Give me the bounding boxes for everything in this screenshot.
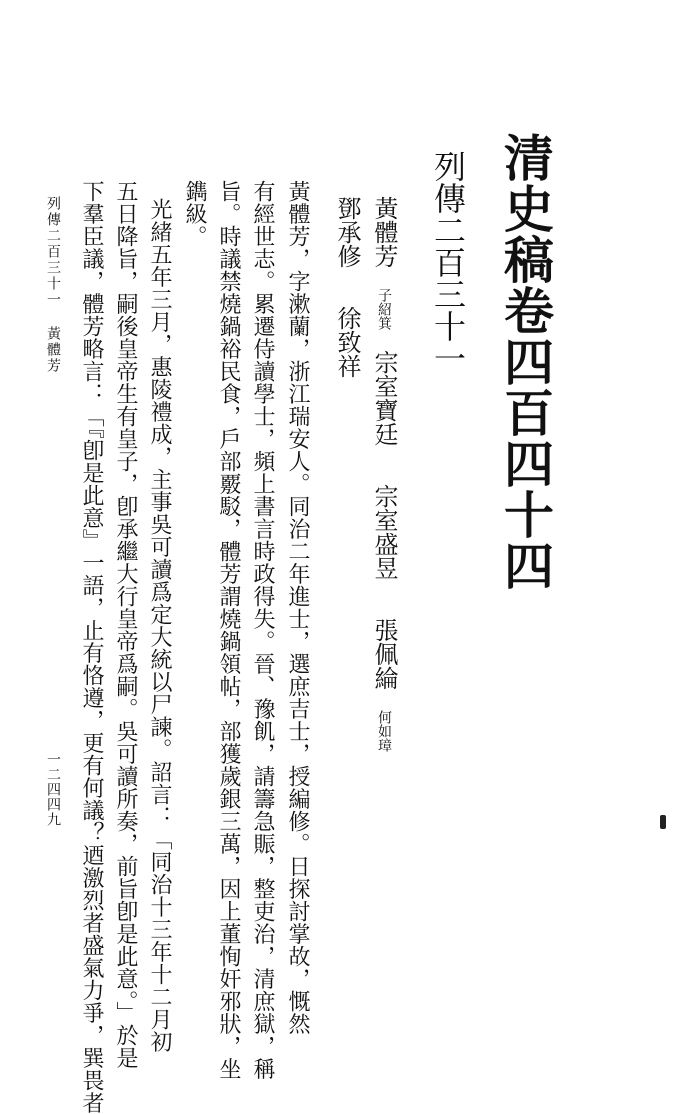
name-huang-tifang: 黃體芳 [370, 196, 398, 268]
body-column-4: 鐫級。 [182, 180, 207, 248]
page-title: 清史稿卷四百四十四 [496, 132, 555, 591]
name-note-he-ruzhang: 何如璋 [376, 710, 392, 752]
body-column-5: 光緒五年三月，惠陵禮成，主事吳可讀爲定大統以尸諫。詔言：「同治十三年十二月初 [147, 198, 172, 1053]
name-shengyu: 宗室盛昱 [370, 484, 398, 580]
body-column-6: 五日降旨，嗣後皇帝生有皇子，卽承繼大行皇帝爲嗣。吳可讀所奏，前旨卽是此意。」於是 [113, 180, 138, 1069]
biography-names-column-2 [335, 196, 359, 378]
running-head: 列傳二百三十一 黃體芳 [45, 196, 61, 374]
name-deng-chengxiu: 鄧承修 [333, 196, 361, 268]
name-zhang-peilun: 張佩綸 [370, 618, 398, 690]
name-baoting: 宗室寶廷 [370, 350, 398, 446]
body-column-2: 有經世志。累遷侍讀學士，頻上書言時政得失。晉、豫飢，請籌急賑，整吏治，清庶獄，稱 [250, 180, 275, 1080]
page-number: 一二四四九 [45, 752, 61, 827]
body-column-3: 旨。時議禁燒鍋裕民食，戶部覈駁，體芳謂燒鍋領帖，部獲歲銀三萬，因上董恂奸邪狀，坐 [216, 180, 241, 1080]
body-column-7: 下羣臣議，體芳略言：「『卽是此意』一語，止有恪遵，更有何議？迺激烈者盛氣力爭，巽畏者 [79, 180, 104, 1114]
name-note-son: 子紹箕 [376, 288, 392, 330]
name-xu-zhixiang: 徐致祥 [333, 306, 361, 378]
chapter-subtitle: 列傳二百三十一 [429, 150, 467, 374]
body-column-1: 黃體芳，字漱蘭，浙江瑞安人。同治二年進士，選庶吉士，授編修。日探討掌故，慨然 [285, 180, 310, 1035]
scan-mark [660, 815, 666, 829]
biography-names-column-1 [372, 196, 396, 752]
